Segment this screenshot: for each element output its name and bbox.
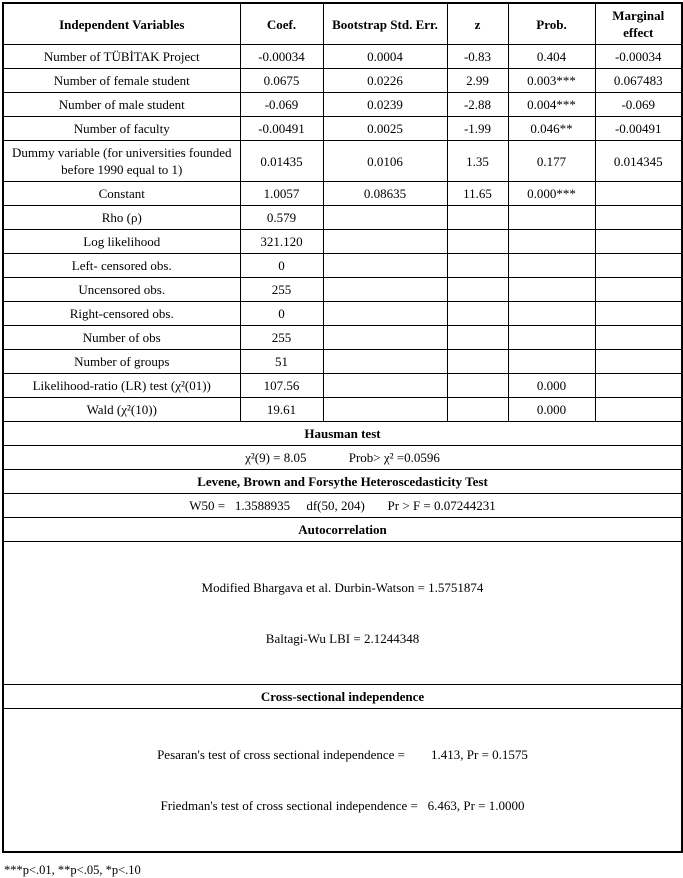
- table-cell: Dummy variable (for universities founded before 1990 equal to 1): [3, 141, 240, 182]
- table-cell: [508, 326, 595, 350]
- table-cell: -1.99: [447, 117, 508, 141]
- table-cell: [323, 230, 447, 254]
- table-cell: 0.0675: [240, 69, 323, 93]
- table-cell: [508, 254, 595, 278]
- table-cell: -0.069: [240, 93, 323, 117]
- table-cell: 0.01435: [240, 141, 323, 182]
- table-cell: [323, 206, 447, 230]
- table-cell: [595, 254, 682, 278]
- table-cell: [447, 374, 508, 398]
- table-cell: 0.08635: [323, 182, 447, 206]
- table-cell: Number of obs: [3, 326, 240, 350]
- column-header-marginal-effect: Marginal effect: [595, 3, 682, 45]
- table-cell: 0.0106: [323, 141, 447, 182]
- table-cell: [447, 254, 508, 278]
- section-content-cross-sectional: [3, 709, 682, 853]
- table-cell: 0.0004: [323, 45, 447, 69]
- table-cell: 0.014345: [595, 141, 682, 182]
- table-cell: [447, 278, 508, 302]
- table-cell: 255: [240, 278, 323, 302]
- table-cell: [447, 398, 508, 422]
- table-cell: 51: [240, 350, 323, 374]
- table-cell: [595, 206, 682, 230]
- table-cell: [447, 350, 508, 374]
- table-cell: Wald (χ²(10)): [3, 398, 240, 422]
- table-cell: 0.0025: [323, 117, 447, 141]
- table-cell: [595, 182, 682, 206]
- table-row-female-student: [3, 69, 682, 93]
- table-row-right-censored: [3, 302, 682, 326]
- table-cell: 2.99: [447, 69, 508, 93]
- table-cell: 107.56: [240, 374, 323, 398]
- table-cell: -0.83: [447, 45, 508, 69]
- table-cell: [323, 374, 447, 398]
- table-cell: 0: [240, 302, 323, 326]
- table-cell: Number of groups: [3, 350, 240, 374]
- table-cell: Uncensored obs.: [3, 278, 240, 302]
- significance-footnote: ***p<.01, **p<.05, *p<.10: [4, 863, 141, 877]
- table-cell: 255: [240, 326, 323, 350]
- table-cell: 0: [240, 254, 323, 278]
- table-header-row: [3, 3, 682, 45]
- table-cell: -0.00034: [595, 45, 682, 69]
- section-header-cross-sectional: Cross-sectional independence: [3, 685, 682, 709]
- table-row-rho: [3, 206, 682, 230]
- table-cell: 0.000***: [508, 182, 595, 206]
- table-cell: 0.404: [508, 45, 595, 69]
- table-cell: 321.120: [240, 230, 323, 254]
- column-header-coef: Coef.: [240, 3, 323, 45]
- table-cell: Log likelihood: [3, 230, 240, 254]
- section-row-hausman-content: [3, 446, 682, 470]
- table-cell: 0.067483: [595, 69, 682, 93]
- table-cell: [595, 278, 682, 302]
- table-cell: [595, 374, 682, 398]
- table-cell: 0.004***: [508, 93, 595, 117]
- section-row-levene-content: [3, 494, 682, 518]
- table-row-faculty: [3, 117, 682, 141]
- table-cell: [508, 350, 595, 374]
- table-row-dummy-variable: [3, 141, 682, 182]
- table-cell: Likelihood-ratio (LR) test (χ²(01)): [3, 374, 240, 398]
- table-cell: Rho (ρ): [3, 206, 240, 230]
- table-cell: -0.00491: [240, 117, 323, 141]
- table-cell: Number of faculty: [3, 117, 240, 141]
- section-header-hausman: Hausman test: [3, 422, 682, 446]
- section-row-hausman-title: [3, 422, 682, 446]
- section-content-levene: W50 = 1.3588935 df(50, 204) Pr > F = 0.07244231: [3, 494, 682, 518]
- table-cell: 1.0057: [240, 182, 323, 206]
- table-row-constant: [3, 182, 682, 206]
- table-cell: [447, 230, 508, 254]
- table-cell: [323, 278, 447, 302]
- table-row-wald-test: [3, 398, 682, 422]
- table-cell: Left- censored obs.: [3, 254, 240, 278]
- table-row-lr-test: [3, 374, 682, 398]
- autocorrelation-line-baltagi-wu: Baltagi-Wu LBI = 2.1244348: [265, 631, 420, 646]
- autocorrelation-line-durbin-watson: Modified Bhargava et al. Durbin-Watson = 1.5751874: [201, 580, 484, 595]
- table-cell: [323, 302, 447, 326]
- table-cell: 0.0239: [323, 93, 447, 117]
- column-header-z: z: [447, 3, 508, 45]
- table-cell: [447, 206, 508, 230]
- table-cell: [595, 326, 682, 350]
- table-cell: [323, 326, 447, 350]
- table-cell: [508, 302, 595, 326]
- table-cell: [508, 278, 595, 302]
- table-cell: -0.069: [595, 93, 682, 117]
- section-header-autocorrelation: Autocorrelation: [3, 518, 682, 542]
- table-cell: [595, 302, 682, 326]
- table-cell: [323, 350, 447, 374]
- table-row-tubitak-project: [3, 45, 682, 69]
- table-cell: Number of male student: [3, 93, 240, 117]
- table-row-male-student: [3, 93, 682, 117]
- table-cell: [323, 398, 447, 422]
- table-cell: [508, 206, 595, 230]
- cross-sectional-line-friedman: Friedman's test of cross sectional independence = 6.463, Pr = 1.0000: [160, 798, 525, 813]
- table-cell: [447, 326, 508, 350]
- table-cell: [323, 254, 447, 278]
- column-header-bootstrap-std-err: Bootstrap Std. Err.: [323, 3, 447, 45]
- table-cell: 0.0226: [323, 69, 447, 93]
- section-content-hausman: χ²(9) = 8.05 Prob> χ² =0.0596: [3, 446, 682, 470]
- table-cell: 0.046**: [508, 117, 595, 141]
- table-cell: 0.003***: [508, 69, 595, 93]
- table-cell: 0.579: [240, 206, 323, 230]
- table-cell: [595, 230, 682, 254]
- table-cell: 0.000: [508, 398, 595, 422]
- table-cell: 0.000: [508, 374, 595, 398]
- table-cell: Constant: [3, 182, 240, 206]
- section-row-levene-title: [3, 470, 682, 494]
- table-cell: 1.35: [447, 141, 508, 182]
- table-cell: 0.177: [508, 141, 595, 182]
- table-cell: Right-censored obs.: [3, 302, 240, 326]
- table-cell: [595, 398, 682, 422]
- table-row-number-of-groups: [3, 350, 682, 374]
- table-row-log-likelihood: [3, 230, 682, 254]
- table-cell: [595, 350, 682, 374]
- table-row-left-censored: [3, 254, 682, 278]
- table-cell: [447, 302, 508, 326]
- table-cell: -0.00491: [595, 117, 682, 141]
- section-header-levene: Levene, Brown and Forsythe Heteroscedasticity Test: [3, 470, 682, 494]
- table-cell: 19.61: [240, 398, 323, 422]
- section-row-cross-sectional-title: [3, 685, 682, 709]
- section-content-autocorrelation: [3, 542, 682, 685]
- table-cell: 11.65: [447, 182, 508, 206]
- table-row-number-of-obs: [3, 326, 682, 350]
- table-row-uncensored: [3, 278, 682, 302]
- cross-sectional-line-pesaran: Pesaran's test of cross sectional independence = 1.413, Pr = 0.1575: [157, 747, 528, 762]
- section-row-cross-sectional-content: [3, 709, 682, 853]
- table-cell: Number of female student: [3, 69, 240, 93]
- section-row-autocorrelation-title: [3, 518, 682, 542]
- section-row-autocorrelation-content: [3, 542, 682, 685]
- column-header-prob: Prob.: [508, 3, 595, 45]
- table-cell: [508, 230, 595, 254]
- table-cell: -2.88: [447, 93, 508, 117]
- table-cell: -0.00034: [240, 45, 323, 69]
- column-header-independent-variables: Independent Variables: [3, 3, 240, 45]
- table-cell: Number of TÜBİTAK Project: [3, 45, 240, 69]
- regression-results-table: [2, 2, 683, 853]
